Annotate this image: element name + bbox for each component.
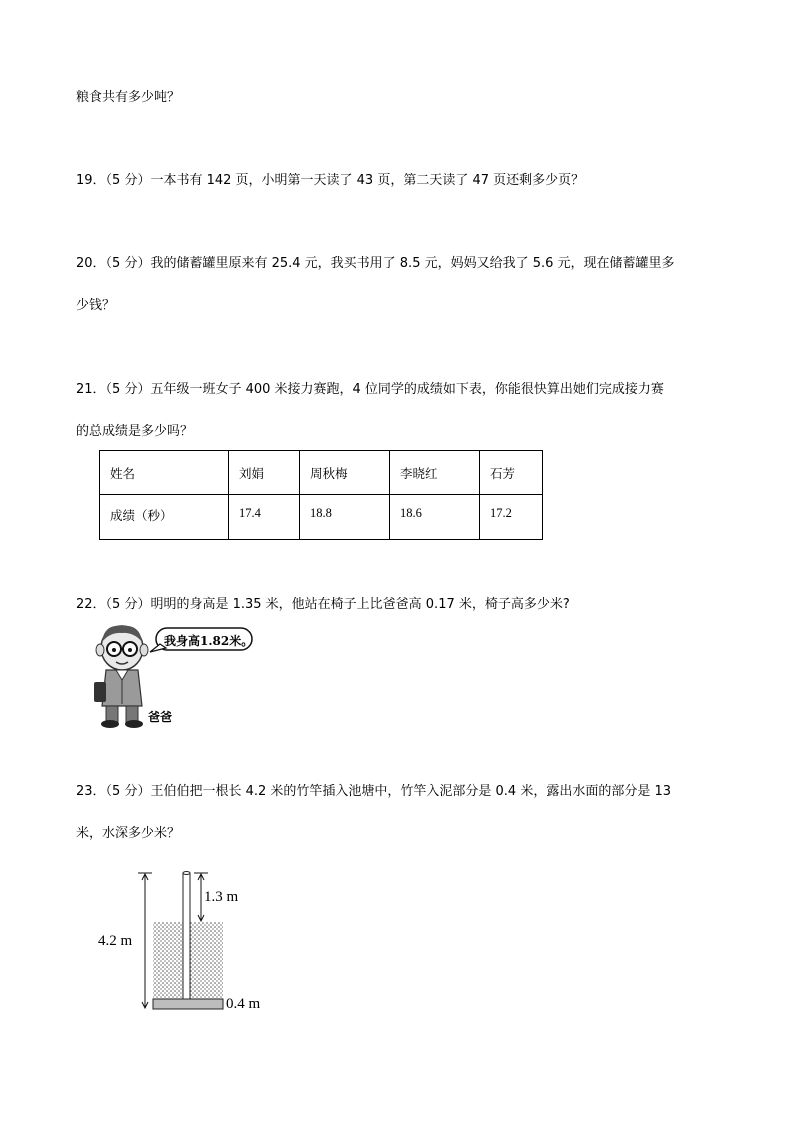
dad-illustration: [90, 622, 270, 732]
above-water-label: 1.3 m: [204, 889, 239, 905]
table-cell: 李晓红: [390, 451, 480, 495]
table-cell: 周秋梅: [300, 451, 390, 495]
table-cell: 石芳: [480, 451, 543, 495]
speech-bubble-text: 我身高1.82米。: [164, 634, 254, 648]
table-header-row: [100, 451, 543, 495]
table-cell: 成绩（秒）: [100, 495, 229, 540]
table-cell: 17.4: [229, 495, 300, 540]
question-19: 19．（5 分）一本书有 142 页，小明第一天读了 43 页，第二天读了 47 页还剩多少页？: [76, 173, 585, 188]
mud-label: 0.4 m: [226, 996, 261, 1012]
q18-tail: 粮食共有多少吨？: [76, 90, 181, 105]
table-cell: 17.2: [480, 495, 543, 540]
table-row: [100, 495, 543, 540]
dad-caption: 爸爸: [148, 710, 173, 724]
question-21-line2: 的总成绩是多少吗？: [76, 424, 194, 439]
total-length-label: 4.2 m: [98, 933, 133, 949]
question-20-line1: 20．（5 分）我的储蓄罐里原来有 25.4 元，我买书用了 8.5 元，妈妈又给我了 5.6 元，现在储蓄罐里多: [76, 256, 675, 271]
scores-table: [99, 450, 543, 540]
table-cell: 姓名: [100, 451, 229, 495]
table-cell: 刘娟: [229, 451, 300, 495]
table-cell: 18.8: [300, 495, 390, 540]
pond-diagram: [90, 862, 290, 1022]
question-21-line1: 21．（5 分）五年级一班女子 400 米接力赛跑，4 位同学的成绩如下表，你能很快算出她们完成接力赛: [76, 382, 664, 397]
table-cell: 18.6: [390, 495, 480, 540]
question-22: 22．（5 分）明明的身高是 1.35 米，他站在椅子上比爸爸高 0.17 米，椅子高多少米?: [76, 597, 570, 612]
question-20-line2: 少钱？: [76, 298, 116, 313]
question-23-line1: 23．（5 分）王伯伯把一根长 4.2 米的竹竿插入池塘中，竹竿入泥部分是 0.4 米，露出水面的部分是 13: [76, 784, 671, 799]
question-23-line2: 米，水深多少米？: [76, 826, 181, 841]
